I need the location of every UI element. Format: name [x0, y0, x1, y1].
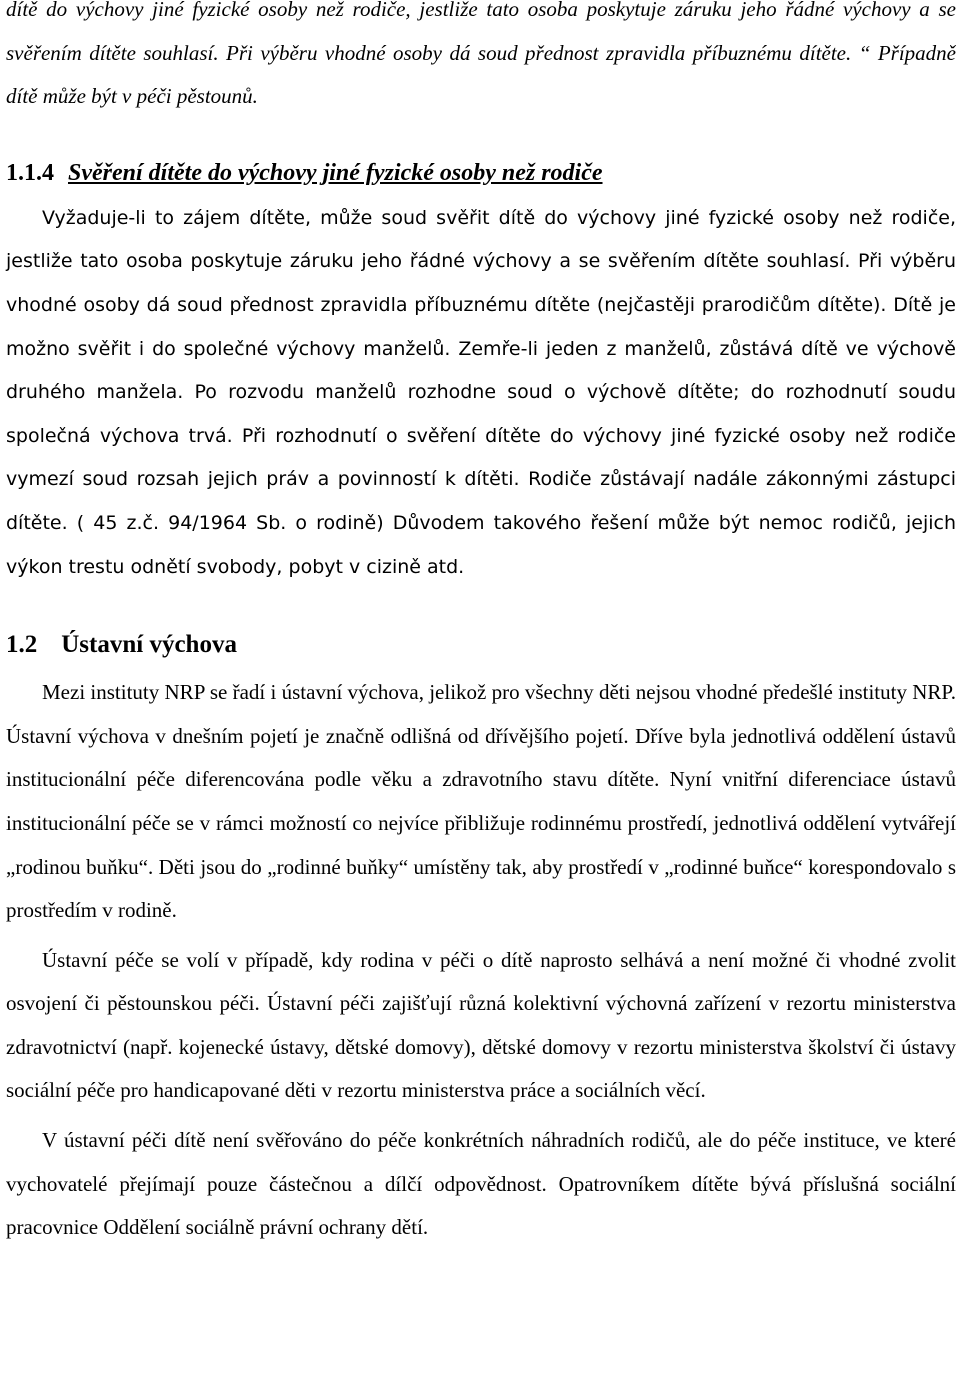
section-title: Svěření dítěte do výchovy jiné fyzické osoby než rodiče: [68, 159, 603, 186]
section-1-1-4-paragraph: Vyžaduje-li to zájem dítěte, může soud svěřit dítě do výchovy jiné fyzické osoby než rodiče, jestliže tato osoba poskytuje záruku jeho řádné výchovy a se svěřením dítěte souhlasí. Při výběru vhodné osoby dá soud přednost zpravidla příbuznému dítěte (nejčastěji prarodičům dítěte). Dítě je možno svěřit i do společné výchovy manželů. Zemře-li jeden z manželů, zůstává dítě ve výchově druhého manžela. Po rozvodu manželů rozhodne soud o výchově dítěte; do rozhodnutí soudu společná výchova trvá. Při rozhodnutí o svěření dítěte do výchovy jiné fyzické osoby než rodiče vymezí soud rozsah jejich práv a povinností k dítěti. Rodiče zůstávají nadále zákonnými zástupci dítěte. ( 45 z.č. 94/1964 Sb. o rodině) Důvodem takového řešení může být nemoc rodičů, jejich výkon trestu odnětí svobody, pobyt v cizině atd.: [6, 206, 956, 578]
section-number: 1.1.4: [6, 159, 54, 186]
section-1-2-paragraph-2: Ústavní péče se volí v případě, kdy rodina v péči o dítě naprosto selhává a není možné či vhodné zvolit osvojení či pěstounskou péči. Ústavní péči zajišťují různá kolektivní výchovná zařízení v rezortu ministerstva zdravotnictví (např. kojenecké ústavy, dětské domovy), dětské domovy v rezortu ministerstva školství či ústavy sociální péče pro handicapované děti v rezortu ministerstva práce a sociálních věcí.: [6, 947, 956, 1103]
document-page: [6, 0, 956, 1250]
section-heading-1-2: [6, 625, 956, 665]
section-heading-1-1-4: [6, 153, 956, 193]
intro-paragraph: dítě do výchovy jiné fyzické osoby než rodiče, jestliže tato osoba poskytuje záruku jeho řádné výchovy a se svěřením dítěte souhlasí. Při výběru vhodné osoby dá soud přednost zpravidla příbuznému dítěte. “ Případně dítě může být v péči pěstounů.: [6, 0, 956, 109]
section-number: 1.2: [6, 631, 38, 659]
section-title: Ústavní výchova: [61, 631, 237, 659]
section-1-2-paragraph-3: V ústavní péči dítě není svěřováno do péče konkrétních náhradních rodičů, ale do péče instituce, ve které vychovatelé přejímají pouze částečnou a dílčí odpovědnost. Opatrovníkem dítěte bývá příslušná sociální pracovnice Oddělení sociálně právní ochrany dětí.: [6, 1128, 956, 1240]
section-1-2-paragraph-1: Mezi instituty NRP se řadí i ústavní výchova, jelikož pro všechny děti nejsou vhodné předešlé instituty NRP. Ústavní výchova v dnešním pojetí je značně odlišná od dřívějšího pojetí. Dříve byla jednotlivá oddělení ústavů institucionální péče diferencována podle věku a zdravotního stavu dítěte. Nyní vnitřní diferenciace ústavů institucionální péče se v rámci možností co nejvíce přibližuje rodinnému prostředí, jednotlivá oddělení vytvářejí „rodinou buňku“. Děti jsou do „rodinné buňky“ umístěny tak, aby prostředí v „rodinné buňce“ korespondovalo s prostředím v rodině.: [6, 680, 956, 923]
